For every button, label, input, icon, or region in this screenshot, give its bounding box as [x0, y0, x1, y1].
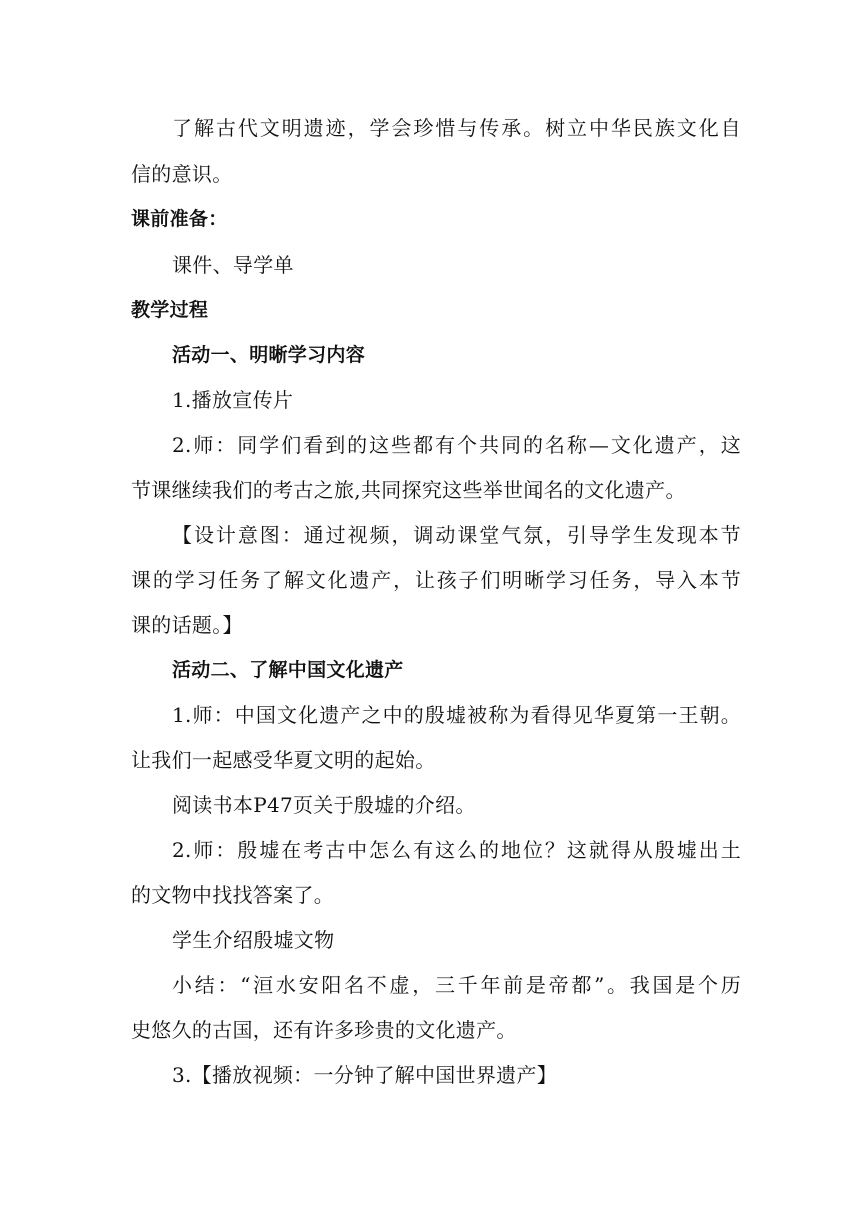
- summary-line: 小结：“洹水安阳名不虚，三千年前是帝都”。我国是个历: [172, 973, 741, 997]
- paragraph-line: 学生介绍殷墟文物: [172, 928, 335, 952]
- activity-heading-two: 活动二、了解中国文化遗产: [172, 659, 404, 681]
- paragraph-line: 了解古代文明遗迹，学会珍惜与传承。树立中华民族文化自: [172, 116, 741, 140]
- design-intent-line: 课的话题。】: [131, 613, 243, 637]
- design-intent-line: 课的学习任务了解文化遗产，让孩子们明晰学习任务，导入本节: [131, 568, 741, 592]
- paragraph-line: 的文物中找找答案了。: [131, 883, 334, 907]
- list-item: 3.【播放视频：一分钟了解中国世界遗产】: [172, 1063, 558, 1087]
- activity-heading-one: 活动一、明晰学习内容: [172, 344, 366, 366]
- list-item: 1.师：中国文化遗产之中的殷墟被称为看得见华夏第一王朝。: [172, 703, 741, 727]
- list-item: 2.师：殷墟在考古中怎么有这么的地位？这就得从殷墟出土: [172, 838, 741, 862]
- paragraph-line: 节课继续我们的考古之旅,共同探究这些举世闻名的文化遗产。: [131, 478, 686, 502]
- paragraph-line: 阅读书本P47页关于殷墟的介绍。: [172, 793, 476, 817]
- paragraph-line: 信的意识。: [131, 162, 233, 186]
- section-heading-preparation: 课前准备：: [131, 208, 228, 230]
- paragraph-line: 让我们一起感受华夏文明的起始。: [131, 748, 436, 772]
- summary-line: 史悠久的古国，还有许多珍贵的文化遗产。: [131, 1018, 517, 1042]
- paragraph-line: 课件、导学单: [172, 253, 294, 277]
- list-item: 1.播放宣传片: [172, 388, 294, 412]
- section-heading-process: 教学过程: [131, 299, 209, 321]
- design-intent-line: 【设计意图：通过视频，调动课堂气氛，引导学生发现本节: [172, 523, 741, 547]
- list-item: 2.师：同学们看到的这些都有个共同的名称—文化遗产，这: [172, 433, 741, 457]
